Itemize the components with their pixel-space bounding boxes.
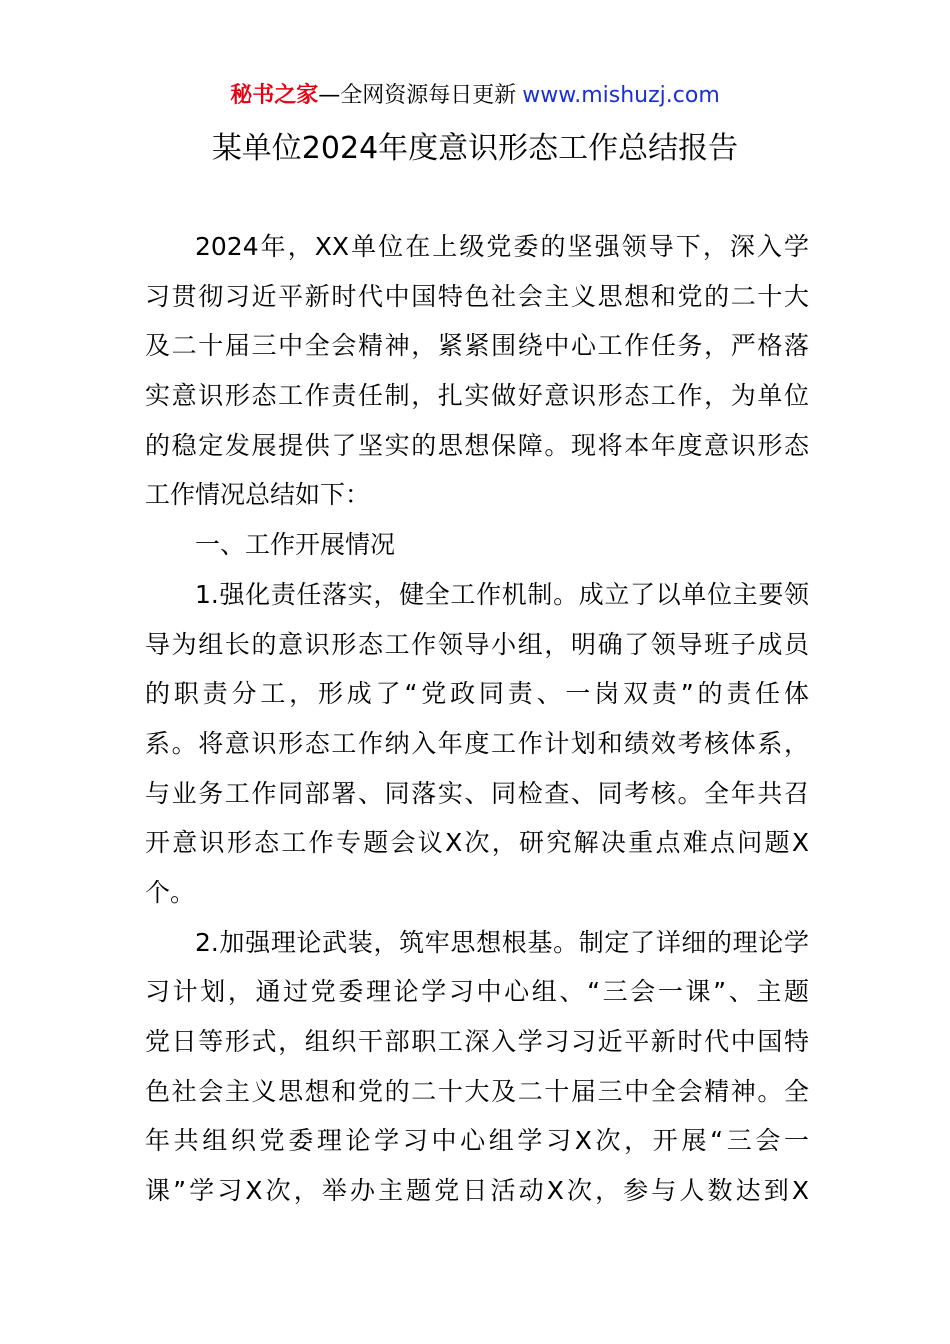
- body-line: 的职责分工，形成了“党政同责、一岗双责”的责任体: [145, 679, 809, 709]
- document-body: [145, 222, 809, 1216]
- body-line: 系。将意识形态工作纳入年度工作计划和绩效考核体系，: [145, 728, 809, 758]
- body-line: 习计划，通过党委理论学习中心组、“三会一课”、主题: [145, 977, 809, 1007]
- body-line: 的稳定发展提供了坚实的思想保障。现将本年度意识形态: [145, 430, 809, 460]
- site-header: [0, 80, 950, 112]
- header-tagline: —全网资源每日更新: [318, 83, 517, 108]
- body-line: 工作情况总结如下：: [145, 480, 371, 510]
- document-title: 某单位2024年度意识形态工作总结报告: [211, 131, 739, 166]
- body-line: 开意识形态工作专题会议X次，研究解决重点难点问题X: [145, 828, 809, 858]
- body-line: 党日等形式，组织干部职工深入学习习近平新时代中国特: [145, 1027, 809, 1056]
- body-line: 年共组织党委理论学习中心组学习X次，开展“三会一: [145, 1126, 809, 1156]
- body-line: 及二十届三中全会精神，紧紧围绕中心工作任务，严格落: [145, 331, 809, 361]
- brand-name: 秘书之家: [230, 83, 319, 108]
- body-line: 课”学习X次，举办主题党日活动X次，参与人数达到X: [145, 1176, 809, 1206]
- body-line: 导为组长的意识形态工作领导小组，明确了领导班子成员: [145, 629, 809, 659]
- body-line: 2024年，XX单位在上级党委的坚强领导下，深入学: [195, 232, 809, 261]
- section-heading: 一、工作开展情况: [195, 530, 396, 560]
- body-line: 1.强化责任落实，健全工作机制。成立了以单位主要领: [195, 579, 809, 609]
- body-line: 习贯彻习近平新时代中国特色社会主义思想和党的二十大: [145, 281, 809, 311]
- site-link[interactable]: www.mishuzj.com: [522, 83, 720, 108]
- body-line: 色社会主义思想和党的二十大及二十届三中全会精神。全: [145, 1076, 809, 1106]
- body-line: 实意识形态工作责任制，扎实做好意识形态工作，为单位: [145, 381, 809, 411]
- body-line: 个。: [145, 877, 196, 907]
- body-line: 2.加强理论武装，筑牢思想根基。制定了详细的理论学: [195, 927, 809, 957]
- body-line: 与业务工作同部署、同落实、同检查、同考核。全年共召: [145, 778, 809, 808]
